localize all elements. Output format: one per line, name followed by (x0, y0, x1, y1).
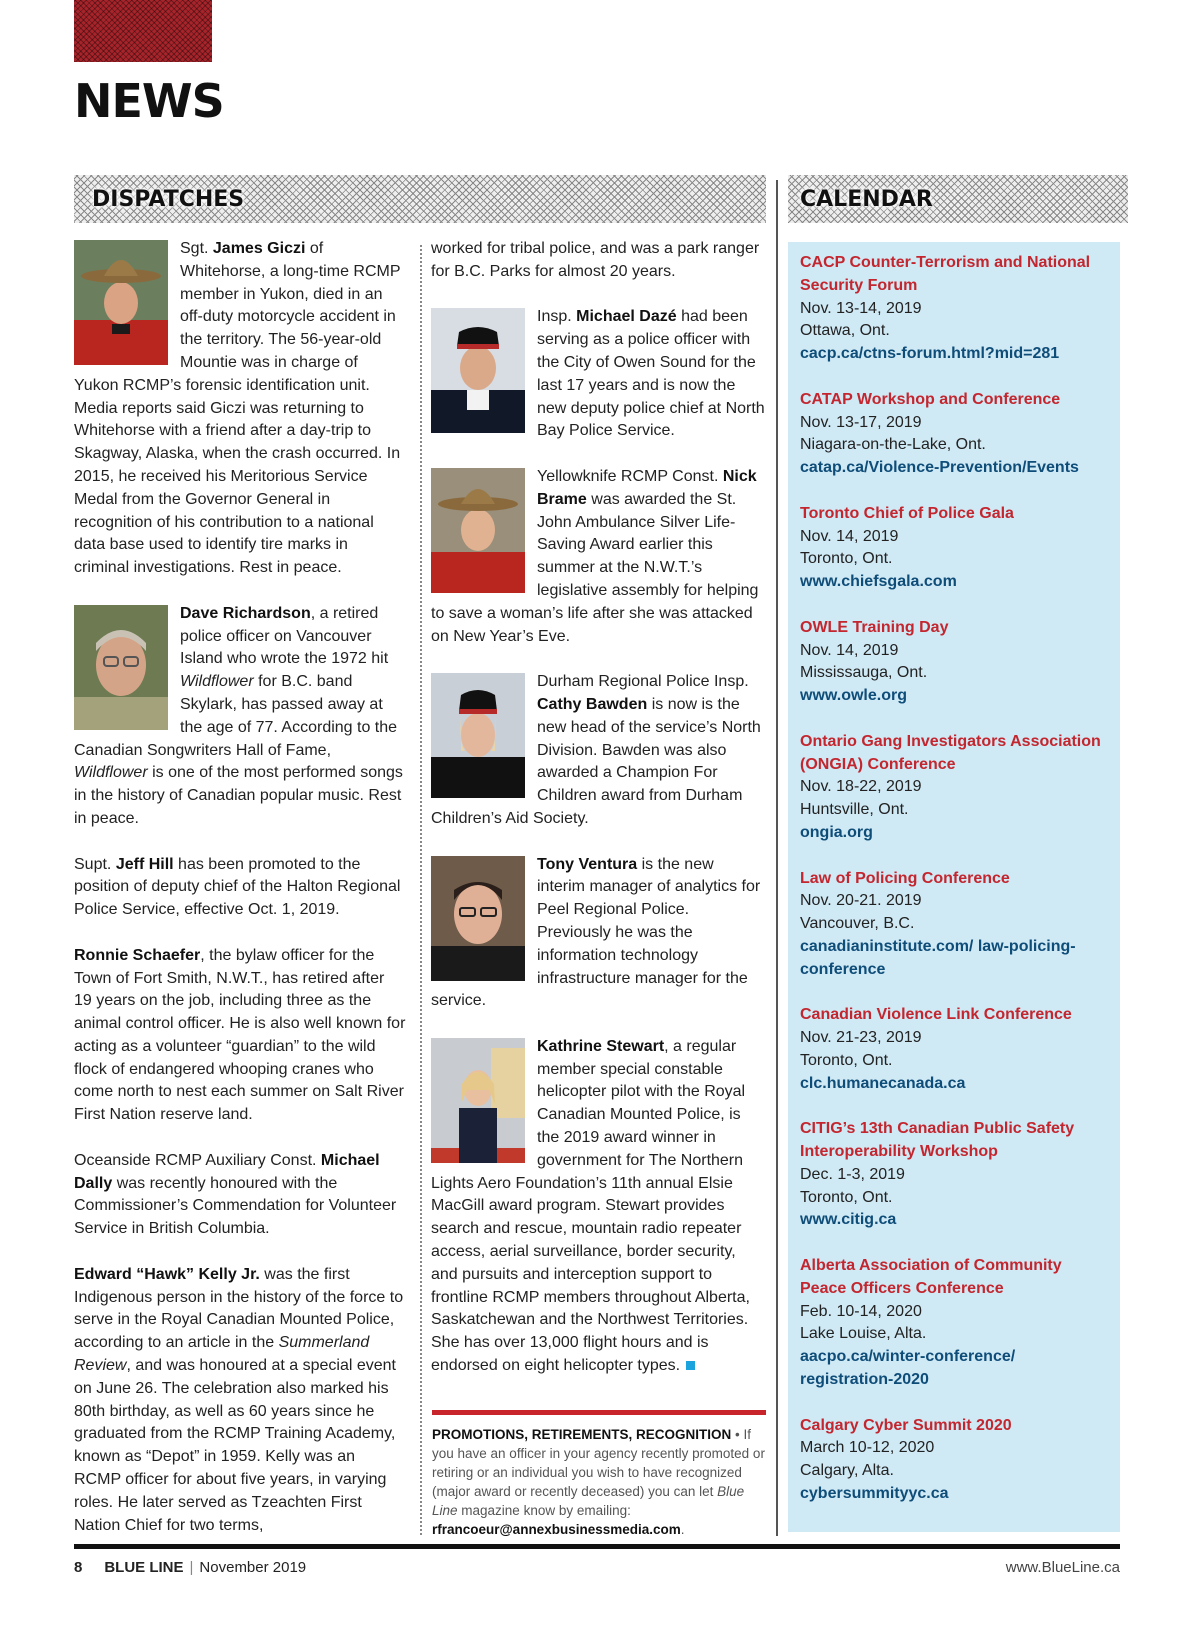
item-bawden: Durham Regional Police Insp. Cathy Bawden is now is the new head of the service’s North Division. Bawden was also awarded a Champion For Children award from Durham Children’s Aid Society. (431, 673, 761, 827)
name-jeff-hill: Jeff Hill (115, 855, 174, 873)
item-hill: Supt. Jeff Hill has been promoted to the position of deputy chief of the Halton Regional Police Service, effective Oct. 1, 2019. (74, 855, 401, 919)
event-link[interactable]: www.chiefsgala.com (800, 573, 957, 591)
event-link[interactable]: aacpo.ca/winter-conference/ registration-2020 (800, 1348, 1016, 1389)
dispatches-column-1 (74, 238, 406, 1560)
dispatches-column-2 (431, 238, 765, 1401)
event-link[interactable]: cybersummityyc.ca (800, 1485, 949, 1503)
event-link[interactable]: www.citig.ca (800, 1211, 897, 1229)
promotions-email-link[interactable]: rfrancoeur@annexbusinessmedia.com (432, 1522, 681, 1537)
item-richardson: Dave Richardson, a retired police officer on Vancouver Island who wrote the 1972 hit Wildflower for B.C. band Skylark, has passed away at the age of 77. According to the Canadian Songwriters Hall of Fame, Wildflower is one of the most performed songs in the history of Canadian popular music. Rest in peace. (74, 604, 403, 827)
item-kelly: Edward “Hawk” Kelly Jr. was the first Indigenous person in the history of the force to serve in the Royal Canadian Mounted Police, according to an article in the Summerland Review, and was honoured at a special event on June 26. The celebration also marked his 80th birthday, as well as 60 years since he graduated from the RCMP Training Academy, known as “Depot” in 1959. Kelly was an RCMP officer for about five years, in varying roles. He later served as Tzeachten First Nation Chief for two terms, (74, 1265, 404, 1534)
name-tony-ventura: Tony Ventura (537, 855, 638, 873)
photo-cathy-bawden (431, 673, 525, 798)
section-title: NEWS (74, 74, 224, 128)
event-link[interactable]: cacp.ca/ctns-forum.html?mid=281 (800, 345, 1060, 363)
column-divider-dotted (420, 245, 422, 1535)
item-giczi: Sgt. James Giczi of Whitehorse, a long-time RCMP member in Yukon, died in an off-duty motorcycle accident in the territory. The 56-year-old Mountie was in charge of Yukon RCMP’s forensic identification unit. Media reports said Giczi was returning to Whitehorse with a friend after a day-trip to Skagway, Alaska, when the crash occurred. In 2015, he received his Meritorious Service Medal from the Governor General in recognition of his contribution to a national data base used to identify tire marks in criminal investigations. Rest in peace. (74, 240, 401, 577)
event-link[interactable]: canadianinstitute.com/ law-policing-conference (800, 937, 1076, 978)
name-michael-dally: Michael Dally (74, 1151, 380, 1192)
end-mark-icon (686, 1361, 695, 1370)
dispatches-heading: DISPATCHES (92, 187, 245, 212)
calendar-event: Canadian Violence Link Conference Nov. 21-23, 2019 Toronto, Ont. clc.humanecanada.ca (800, 1004, 1110, 1095)
footer-rule (74, 1544, 1120, 1549)
event-link[interactable]: clc.humanecanada.ca (800, 1074, 966, 1092)
item-schaefer: Ronnie Schaefer, the bylaw officer for the Town of Fort Smith, N.W.T., has retired after 19 years on the job, including three as the animal control officer. He is also well known for acting as a volunteer “guardian” to the wild flock of endangered whooping cranes who come north to nest each summer on Salt River First Nation reserve land. (74, 946, 406, 1124)
calendar-event: Law of Policing Conference Nov. 20-21. 2019 Vancouver, B.C. canadianinstitute.com/ law-policing-conference (800, 868, 1110, 982)
calendar-event: Toronto Chief of Police Gala Nov. 14, 2019 Toronto, Ont. www.chiefsgala.com (800, 503, 1110, 594)
photo-dave-richardson (74, 605, 168, 730)
photo-kathrine-stewart (431, 1038, 525, 1163)
item-dally: Oceanside RCMP Auxiliary Const. Michael Dally was recently honoured with the Commissioner’s Commendation for Volunteer Service in British Columbia. (74, 1151, 397, 1238)
name-cathy-bawden: Cathy Bawden (537, 695, 648, 713)
calendar-event: OWLE Training Day Nov. 14, 2019 Mississauga, Ont. www.owle.org (800, 617, 1110, 708)
event-link[interactable]: ongia.org (800, 823, 873, 841)
photo-michael-daze (431, 308, 525, 433)
name-dave-richardson: Dave Richardson (180, 604, 311, 622)
page-number: 8 (74, 1559, 83, 1576)
name-kathrine-stewart: Kathrine Stewart (537, 1037, 665, 1055)
event-link[interactable]: catap.ca/Violence-Prevention/Events (800, 459, 1079, 477)
photo-tony-ventura (431, 856, 525, 981)
item-ventura: Tony Ventura is the new interim manager of analytics for Peel Regional Police. Previously he was the information technology infrastructure manager for the service. (431, 855, 761, 1010)
calendar-heading-bar (788, 175, 1128, 223)
item-daze: Insp. Michael Dazé had been serving as a police officer with the City of Owen Sound for the last 17 years and is now the new deputy police chief at North Bay Police Service. (431, 306, 765, 443)
name-michael-daze: Michael Dazé (576, 308, 677, 326)
photo-james-giczi (74, 240, 168, 365)
name-james-giczi: James Giczi (212, 240, 306, 257)
calendar-event: CACP Counter-Terrorism and National Security Forum Nov. 13-14, 2019 Ottawa, Ont. cacp.ca/ctns-forum.html?mid=281 (800, 252, 1110, 366)
calendar-event: Ontario Gang Investigators Association (ONGIA) Conference Nov. 18-22, 2019 Huntsville, Ont. ongia.org (800, 731, 1110, 845)
photo-nick-brame (431, 468, 525, 593)
calendar-list (788, 242, 1120, 1532)
calendar-heading: CALENDAR (800, 187, 933, 212)
calendar-event: CATAP Workshop and Conference Nov. 13-17, 2019 Niagara-on-the-Lake, Ont. catap.ca/Violence-Prevention/Events (800, 389, 1110, 480)
header-pattern-block (74, 0, 212, 62)
website-link[interactable]: www.BlueLine.ca (1005, 1559, 1120, 1576)
promotions-heading: PROMOTIONS, RETIREMENTS, RECOGNITION (432, 1427, 732, 1442)
column-divider-solid (776, 180, 778, 1536)
magazine-name: BLUE LINE (104, 1559, 184, 1576)
promotions-notice: PROMOTIONS, RETIREMENTS, RECOGNITION • If you have an officer in your agency recently promoted or retiring or an individual you wish to have recognized (major award or recently deceased) you can let Blue Line magazine know by emailing: rfrancoeur@annexbusinessmedia.com. (432, 1410, 766, 1539)
name-nick-brame: Nick Brame (537, 467, 757, 508)
item-kelly-continued: worked for tribal police, and was a park ranger for B.C. Parks for almost 20 years. (431, 240, 760, 280)
item-stewart: Kathrine Stewart, a regular member special constable helicopter pilot with the Royal Canadian Mounted Police, is the 2019 award winner in government for The Northern Lights Aero Foundation’s 11th annual Elsie MacGill award program. Stewart provides search and rescue, mountain radio repeater access, aerial surveillance, border security, and pursuits and interception support to frontline RCMP members throughout Alberta, Saskatchewan and the Northwest Territories. She has over 13,000 flight hours and is endorsed on eight helicopter types. (431, 1037, 750, 1375)
dispatches-heading-bar (74, 175, 766, 223)
event-link[interactable]: www.owle.org (800, 687, 907, 705)
issue-date: November 2019 (199, 1559, 307, 1576)
calendar-event: CITIG’s 13th Canadian Public Safety Interoperability Workshop Dec. 1-3, 2019 Toronto, Ont. www.citig.ca (800, 1118, 1110, 1232)
calendar-event: Calgary Cyber Summit 2020 March 10-12, 2020 Calgary, Alta. cybersummityyc.ca (800, 1415, 1110, 1506)
name-ronnie-schaefer: Ronnie Schaefer (74, 946, 201, 964)
footer-folio: 8 BLUE LINE | November 2019 (74, 1559, 307, 1576)
calendar-event: Alberta Association of Community Peace Officers Conference Feb. 10-14, 2020 Lake Louise, Alta. aacpo.ca/winter-conference/ registration-2020 (800, 1255, 1110, 1392)
name-edward-kelly: Edward “Hawk” Kelly Jr. (74, 1265, 260, 1283)
item-brame: Yellowknife RCMP Const. Nick Brame was awarded the St. John Ambulance Silver Life-Saving Award earlier this summer at the N.W.T.’s legislative assembly for helping to save a woman’s life after she was attacked on New Year’s Eve. (431, 467, 759, 645)
